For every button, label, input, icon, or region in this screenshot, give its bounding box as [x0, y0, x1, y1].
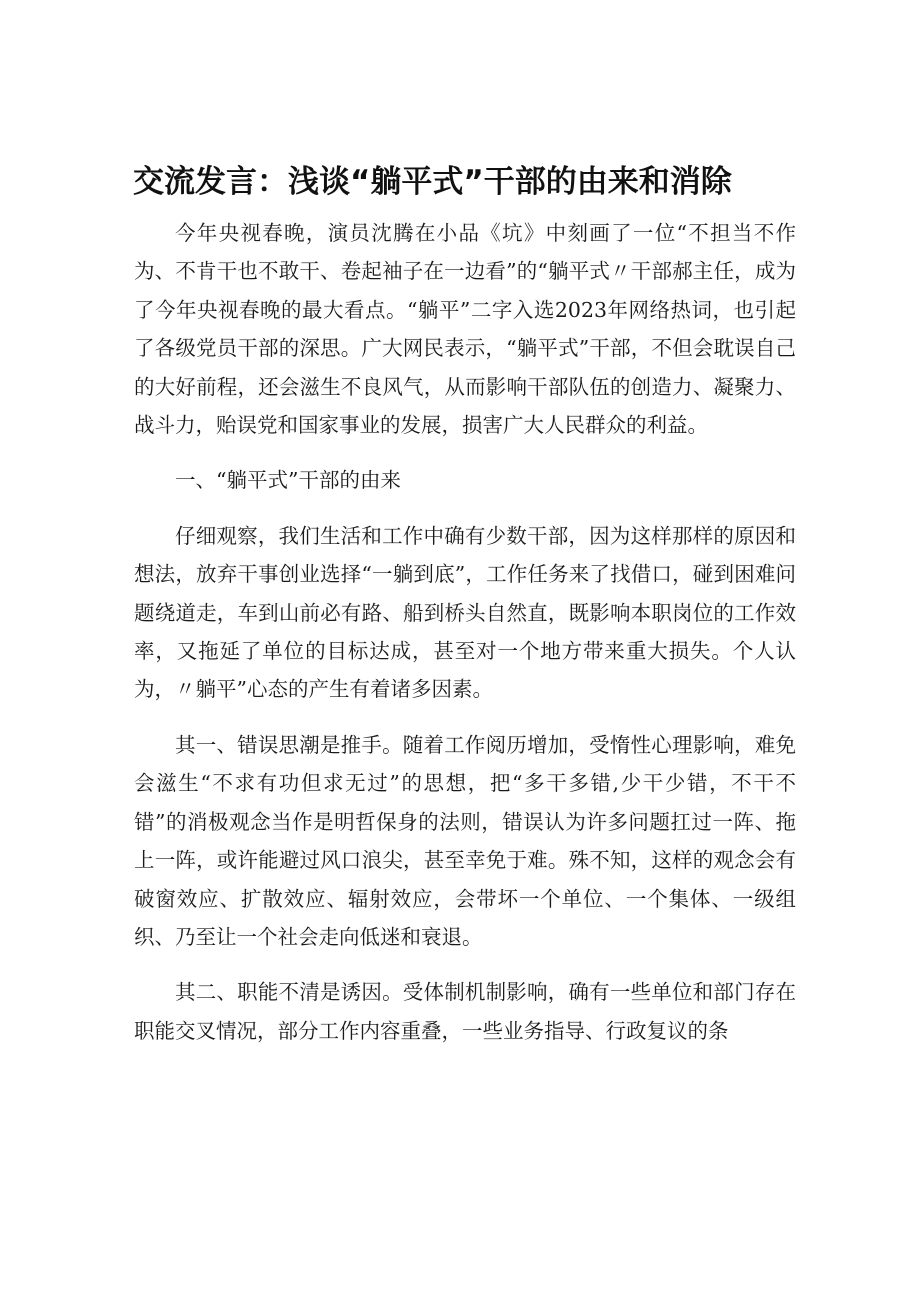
paragraph-point-two: 其二、职能不清是诱因。受体制机制影响，确有一些单位和部门存在职能交叉情况，部分工作内容重叠，一些业务指导、行政复议的条 [134, 980, 796, 1043]
paragraph-intro: 今年央视春晚，演员沈腾在小品《坑》中刻画了一位“不担当不作为、不肯干也不敢干、卷起袖子在一边看”的“躺平式〃干部郝主任，成为了今年央视春晚的最大看点。“躺平”二字入选2023年网络热词，也引起了各级党员干部的深思。广大网民表示，“躺平式”干部，不但会耽误自己的大好前程，还会滋生不良风气，从而影响干部队伍的创造力、凝聚力、战斗力，贻误党和国家事业的发展，损害广大人民群众的利益。 [134, 221, 796, 438]
section-heading: 一、“躺平式”干部的由来 [175, 468, 401, 493]
paragraph-observation: 仔细观察，我们生活和工作中确有少数干部，因为这样那样的原因和想法，放弃干事创业选择“一躺到底”，工作任务来了找借口，碰到困难问题绕道走，车到山前必有路、船到桥头自然直，既影响本职岗位的工作效率，又拖延了单位的目标达成，甚至对一个地方带来重大损失。个人认为，〃躺平”心态的产生有着诸多因素。 [134, 523, 796, 702]
paragraph-point-one: 其一、错误思潮是推手。随着工作阅历增加，受惰性心理影响，难免会滋生“不求有功但求无过”的思想，把“多干多错,少干少错，不干不错”的消极观念当作是明哲保身的法则，错误认为许多问题扛过一阵、拖上一阵，或许能避过风口浪尖，甚至幸免于难。殊不知，这样的观念会有破窗效应、扩散效应、辐射效应，会带坏一个单位、一个集体、一级组织、乃至让一个社会走向低迷和衰退。 [134, 732, 796, 949]
document-body [134, 214, 796, 1050]
document-title: 交流发言：浅谈“躺平式”干部的由来和消除 [133, 164, 732, 200]
